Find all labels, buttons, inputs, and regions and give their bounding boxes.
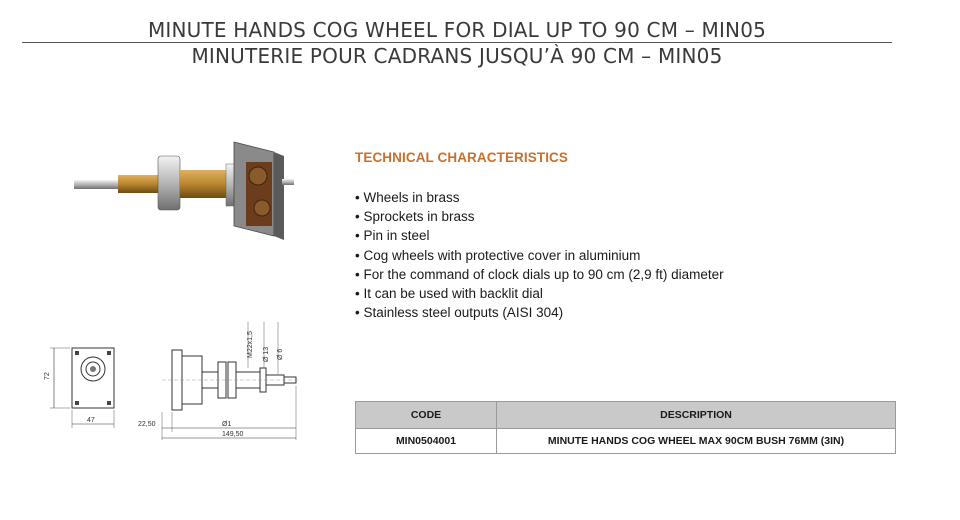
title-divider (22, 42, 892, 43)
column-header-code: CODE (356, 402, 497, 429)
dim-bush-label: Ø1 (222, 421, 232, 428)
cell-description: MINUTE HANDS COG WHEEL MAX 90CM BUSH 76MM (3IN) (497, 429, 896, 454)
column-header-description: DESCRIPTION (497, 402, 896, 429)
feature-item: • It can be used with backlit dial (355, 284, 724, 303)
feature-list (355, 188, 724, 322)
dim-d6-label: Ø 6 (277, 348, 284, 360)
dim-thread-label: M22x1,5 (247, 331, 254, 358)
table-row (356, 429, 896, 454)
product-table (355, 401, 896, 454)
feature-item: • For the command of clock dials up to 90 cm (2,9 ft) diameter (355, 265, 724, 284)
feature-item: • Pin in steel (355, 226, 724, 245)
page-title-fr: MINUTERIE POUR CADRANS JUSQU’À 90 CM – MIN05 (191, 44, 723, 68)
dim-width-label: 47 (87, 417, 95, 424)
technical-drawing (38, 312, 348, 450)
product-photo (62, 104, 310, 278)
table-header-row (356, 402, 896, 429)
dim-d13-label: Ø 13 (263, 346, 270, 362)
dim-left-label: 22,50 (138, 421, 156, 428)
page-title-en: MINUTE HANDS COG WHEEL FOR DIAL UP TO 90 CM – MIN05 (147, 18, 767, 42)
feature-item: • Wheels in brass (355, 188, 724, 207)
section-heading: TECHNICAL CHARACTERISTICS (355, 150, 569, 165)
feature-item: • Sprockets in brass (355, 207, 724, 226)
dim-total-label: 149,50 (222, 431, 244, 438)
feature-item: • Cog wheels with protective cover in aluminium (355, 246, 724, 265)
feature-item: • Stainless steel outputs (AISI 304) (355, 303, 724, 322)
dim-height-label: 72 (44, 372, 51, 380)
cell-code: MIN0504001 (356, 429, 497, 454)
